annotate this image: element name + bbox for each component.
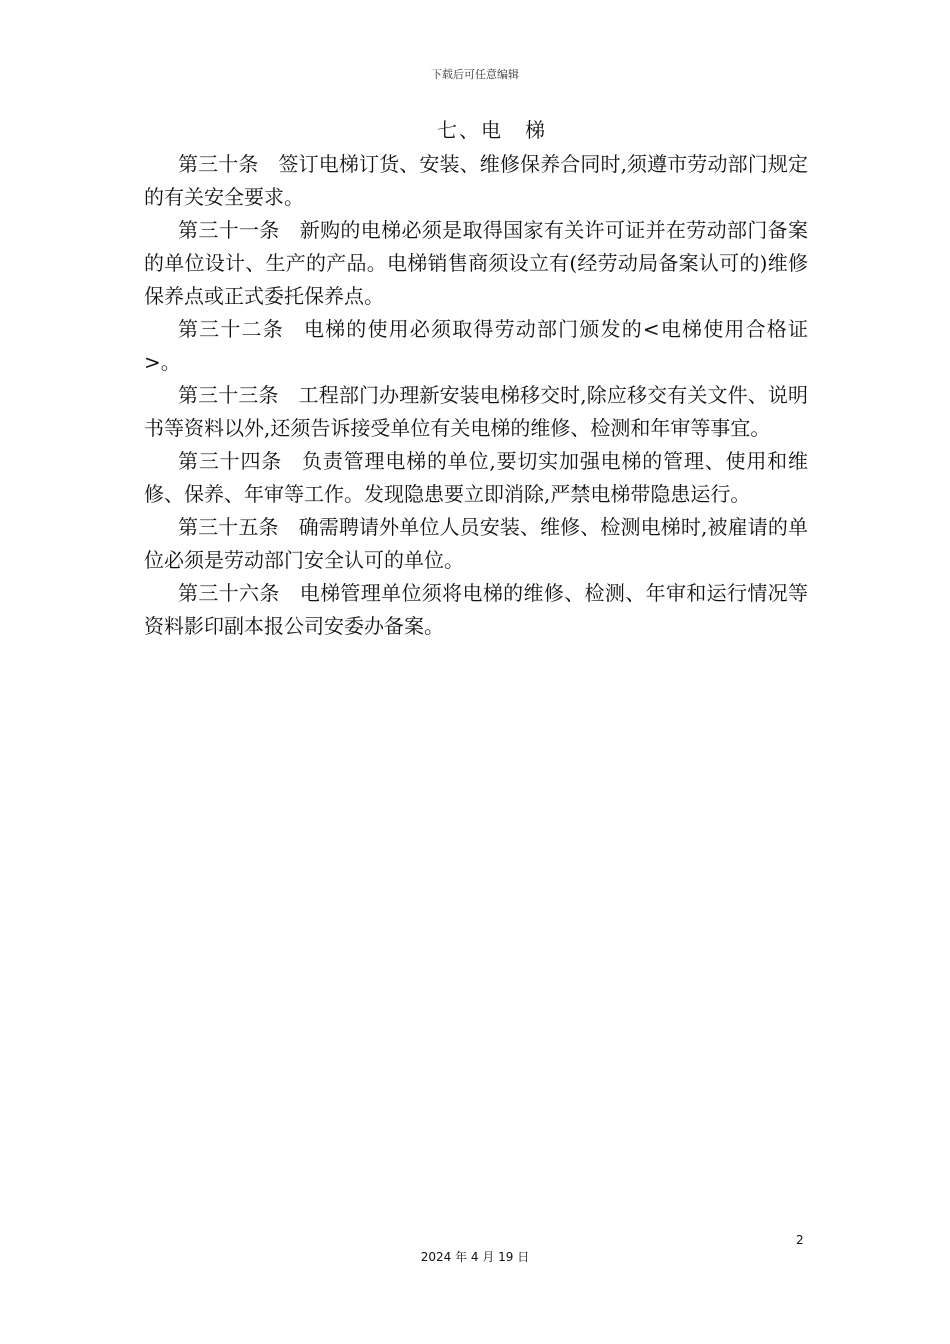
document-body [144,148,808,643]
article-number: 第三十二条 [178,317,284,341]
page-number: 2 [796,1233,804,1247]
article-text: 电梯的使用必须取得劳动部门颁发的<电梯使用合格证>。 [144,317,808,374]
footer-date: 2024 年 4 月 19 日 [420,1250,530,1264]
article-text: 工程部门办理新安装电梯移交时,除应移交有关文件、说明书等资料以外,还须告诉接受单位有关电梯的维修、检测和年审等事宜。 [144,383,809,440]
article-number: 第三十条 [178,152,259,176]
header-note: 下载后可任意编辑 [431,68,519,81]
article-number: 第三十三条 [178,383,279,407]
article-36 [144,577,808,643]
article-text: 电梯管理单位须将电梯的维修、检测、年审和运行情况等资料影印副本报公司安委办备案。 [144,581,809,638]
article-33 [144,379,808,445]
article-34 [144,445,808,511]
article-text: 确需聘请外单位人员安装、维修、检测电梯时,被雇请的单位必须是劳动部门安全认可的单位。 [144,515,809,572]
article-number: 第三十五条 [178,515,279,539]
section-title: 七、电 梯 [437,118,547,142]
article-text: 新购的电梯必须是取得国家有关许可证并在劳动部门备案的单位设计、生产的产品。电梯销售商须设立有(经劳动局备案认可的)维修保养点或正式委托保养点。 [144,218,809,308]
article-number: 第三十六条 [178,581,280,605]
article-text: 负责管理电梯的单位,要切实加强电梯的管理、使用和维修、保养、年审等工作。发现隐患要立即消除,严禁电梯带隐患运行。 [144,449,808,506]
article-30 [144,148,808,214]
article-number: 第三十四条 [178,449,283,473]
article-text: 签订电梯订货、安装、维修保养合同时,须遵市劳动部门规定的有关安全要求。 [144,152,809,209]
article-35 [144,511,808,577]
article-31 [144,214,808,313]
article-32 [144,313,808,379]
article-number: 第三十一条 [178,218,280,242]
